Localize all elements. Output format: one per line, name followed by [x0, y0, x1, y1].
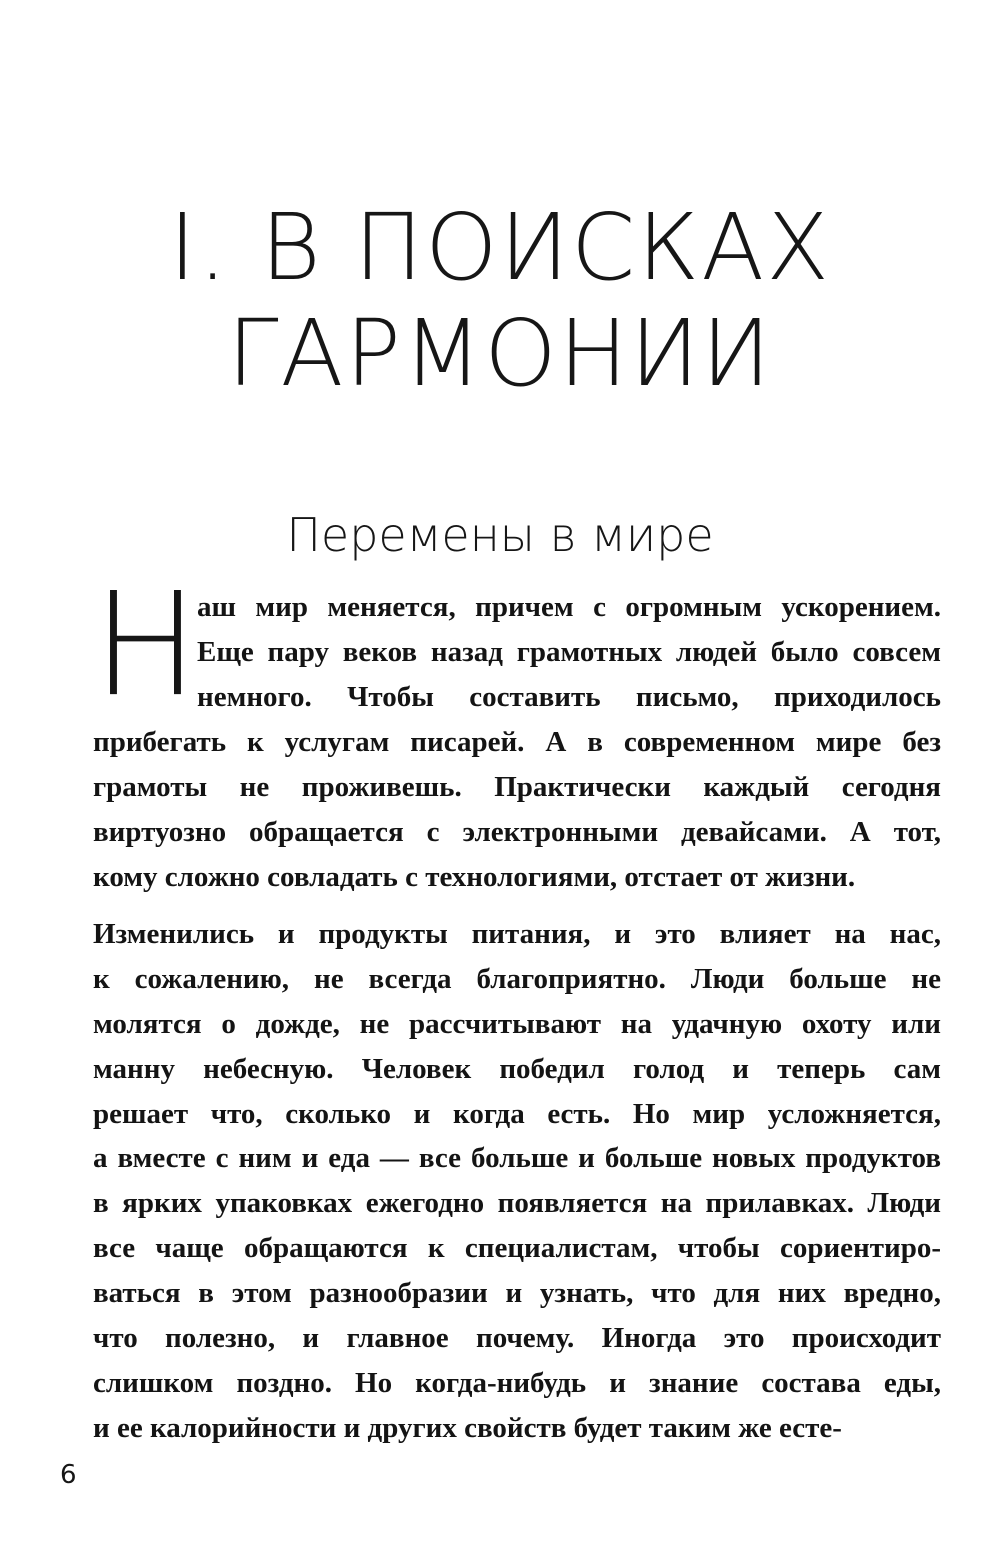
paragraph-line: все чаще обращаются к специалистам, чтобы сориентиро- [93, 1232, 941, 1265]
paragraph-line: в ярких упаковках ежегодно появляется на прилавках. Люди [93, 1187, 941, 1220]
paragraph-line: решает что, сколько и когда есть. Но мир усложняется, [93, 1097, 941, 1130]
section-title: Перемены в мире [286, 508, 714, 562]
page-number: 6 [60, 1460, 77, 1490]
paragraph-line: манну небесную. Человек победил голод и теперь сам [93, 1052, 941, 1085]
paragraph-line: молятся о дожде, не рассчитывают на удачную охоту или [93, 1007, 941, 1040]
paragraph-line: грамоты не проживешь. Практически каждый сегодня [93, 771, 941, 803]
paragraph-line: виртуозно обращается с электронными девайсами. А тот, [93, 816, 941, 848]
chapter-title-line-1: I. В ПОИСКАХ [168, 194, 832, 301]
paragraph-line: Еще пару веков назад грамотных людей было совсем [197, 636, 941, 668]
chapter-title-line-2: ГАРМОНИИ [227, 300, 773, 407]
paragraph-line: ваться в этом разнообразии и узнать, что для них вредно, [93, 1277, 941, 1310]
paragraph-line: слишком поздно. Но когда-нибудь и знание состава еды, [93, 1366, 941, 1399]
paragraph-line: кому сложно совладать с технологиями, отстает от жизни. [93, 861, 856, 893]
paragraph-line: а вместе с ним и еда — все больше и больше новых продуктов [93, 1142, 941, 1175]
paragraph-line: к сожалению, не всегда благоприятно. Люди больше не [93, 962, 941, 995]
drop-cap: Н [93, 562, 199, 729]
paragraph-2 [93, 912, 941, 1451]
paragraph-line: аш мир меняется, причем с огромным ускорением. [197, 591, 941, 623]
chapter-title [0, 195, 1000, 407]
paragraph-1 [93, 562, 941, 900]
paragraph-line: что полезно, и главное почему. Иногда это происходит [93, 1322, 941, 1355]
paragraph-line: Изменились и продукты питания, и это влияет на нас, [93, 918, 941, 950]
paragraph-line: немного. Чтобы составить письмо, приходилось [197, 681, 941, 713]
paragraph-line: и ее калорийности и других свойств будет таким же есте- [93, 1411, 842, 1444]
paragraph-line: прибегать к услугам писарей. А в современном мире без [93, 726, 941, 758]
